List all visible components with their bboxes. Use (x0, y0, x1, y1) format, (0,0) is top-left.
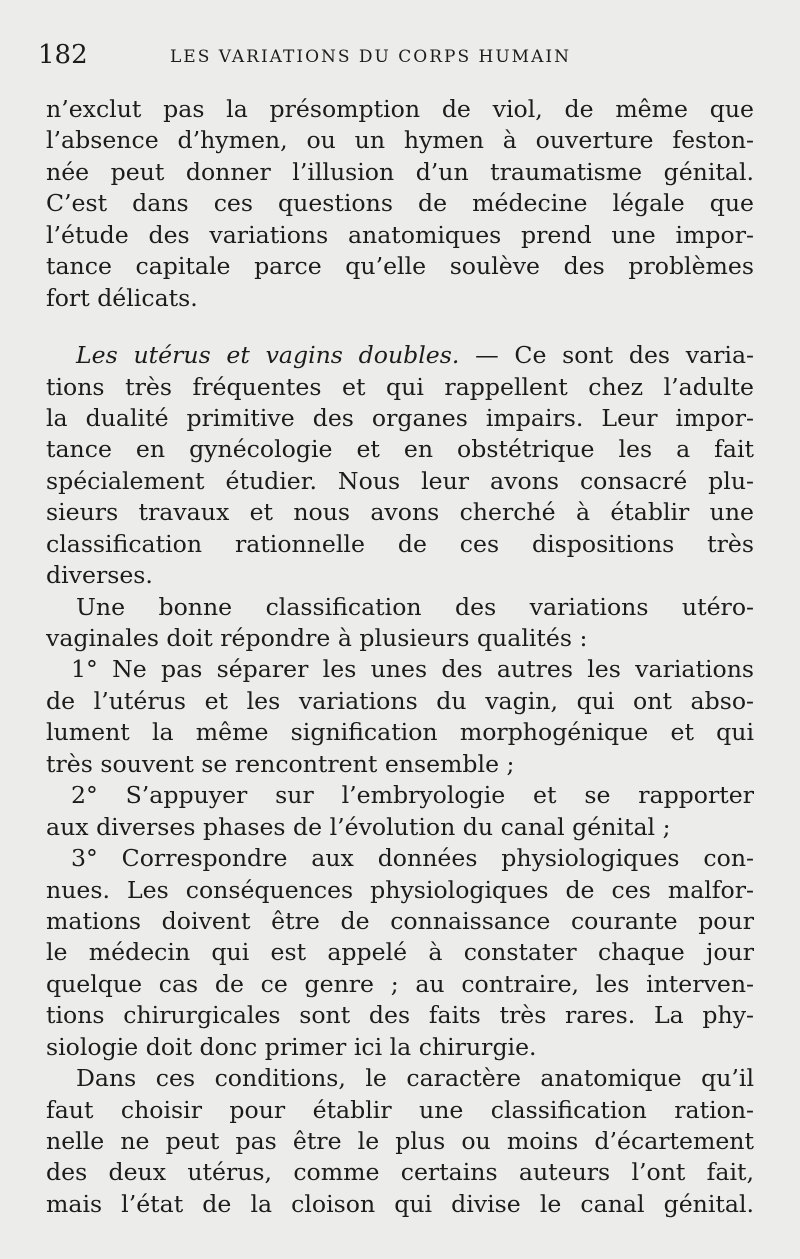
text-line: mais l’état de la cloison qui divise le canal génital. (46, 1189, 754, 1218)
text-line: tance en gynécologie et en obstétrique les a fait (46, 435, 754, 464)
text-line: née peut donner l’illusion d’un traumatisme génital. (46, 157, 754, 186)
line-continuation: — Ce sont des varia- (459, 341, 754, 370)
text-line: mations doivent être de connaissance courante pour (46, 906, 754, 935)
text-line: 1° Ne pas séparer les unes des autres les variations (71, 655, 754, 684)
text-line: le médecin qui est appelé à constater chaque jour (46, 938, 754, 967)
section-title: Les utérus et vagins doubles. (76, 341, 460, 370)
text-line: l’étude des variations anatomiques prend une impor- (46, 220, 754, 249)
paragraph (46, 340, 754, 592)
list-item (46, 654, 754, 780)
text-line: fort délicats. (46, 283, 198, 312)
text-line: n’exclut pas la présomption de viol, de même que (46, 95, 754, 123)
text-line: Dans ces conditions, le caractère anatomique qu’il (76, 1064, 754, 1093)
text-line: diverses. (46, 561, 153, 590)
text-line: 2° S’appuyer sur l’embryologie et se rapporter (71, 781, 754, 810)
paragraph-gap (46, 314, 754, 340)
text-line: classification rationnelle de ces dispositions très (46, 529, 754, 558)
paragraph (46, 1063, 754, 1220)
paragraph (46, 592, 754, 655)
text-line: des deux utérus, comme certains auteurs l’ont fait, (46, 1158, 754, 1187)
page-number: 182 (38, 40, 88, 70)
text-line: de l’utérus et les variations du vagin, qui ont abso- (46, 686, 754, 715)
text-line (46, 340, 754, 371)
list-item (46, 780, 754, 843)
text-line: spécialement étudier. Nous leur avons consacré plu- (46, 466, 754, 495)
text-line: la dualité primitive des organes impairs. Leur impor- (46, 403, 754, 432)
page-header (38, 38, 778, 72)
text-line: l’absence d’hymen, ou un hymen à ouverture feston- (46, 126, 754, 155)
running-title: LES VARIATIONS DU CORPS HUMAIN (170, 47, 571, 67)
text-line: siologie doit donc primer ici la chirurgie. (46, 1032, 537, 1061)
text-line: aux diverses phases de l’évolution du canal génital ; (46, 812, 671, 841)
list-item (46, 843, 754, 1063)
text-line: faut choisir pour établir une classification ration- (46, 1095, 754, 1124)
text-line: sieurs travaux et nous avons cherché à établir une (46, 498, 754, 527)
text-line: lument la même signification morphogénique et qui (46, 718, 754, 747)
text-line: quelque cas de ce genre ; au contraire, les interven- (46, 969, 754, 998)
text-line: nelle ne peut pas être le plus ou moins d’écartement (46, 1127, 754, 1155)
text-line: 3° Correspondre aux données physiologiques con- (71, 844, 754, 873)
text-line: tions très fréquentes et qui rappellent chez l’adulte (46, 372, 754, 401)
text-line: C’est dans ces questions de médecine légale que (46, 189, 754, 218)
text-line: tions chirurgicales sont des faits très rares. La phy- (46, 1001, 754, 1030)
body-text (46, 94, 754, 1220)
text-line: très souvent se rencontrent ensemble ; (46, 749, 515, 778)
text-line: vaginales doit répondre à plusieurs qualités : (46, 624, 588, 652)
text-line: nues. Les conséquences physiologiques de ces malfor- (46, 875, 754, 904)
text-line: tance capitale parce qu’elle soulève des problèmes (46, 252, 754, 281)
text-line: Une bonne classification des variations utéro- (76, 592, 754, 621)
paragraph (46, 94, 754, 314)
